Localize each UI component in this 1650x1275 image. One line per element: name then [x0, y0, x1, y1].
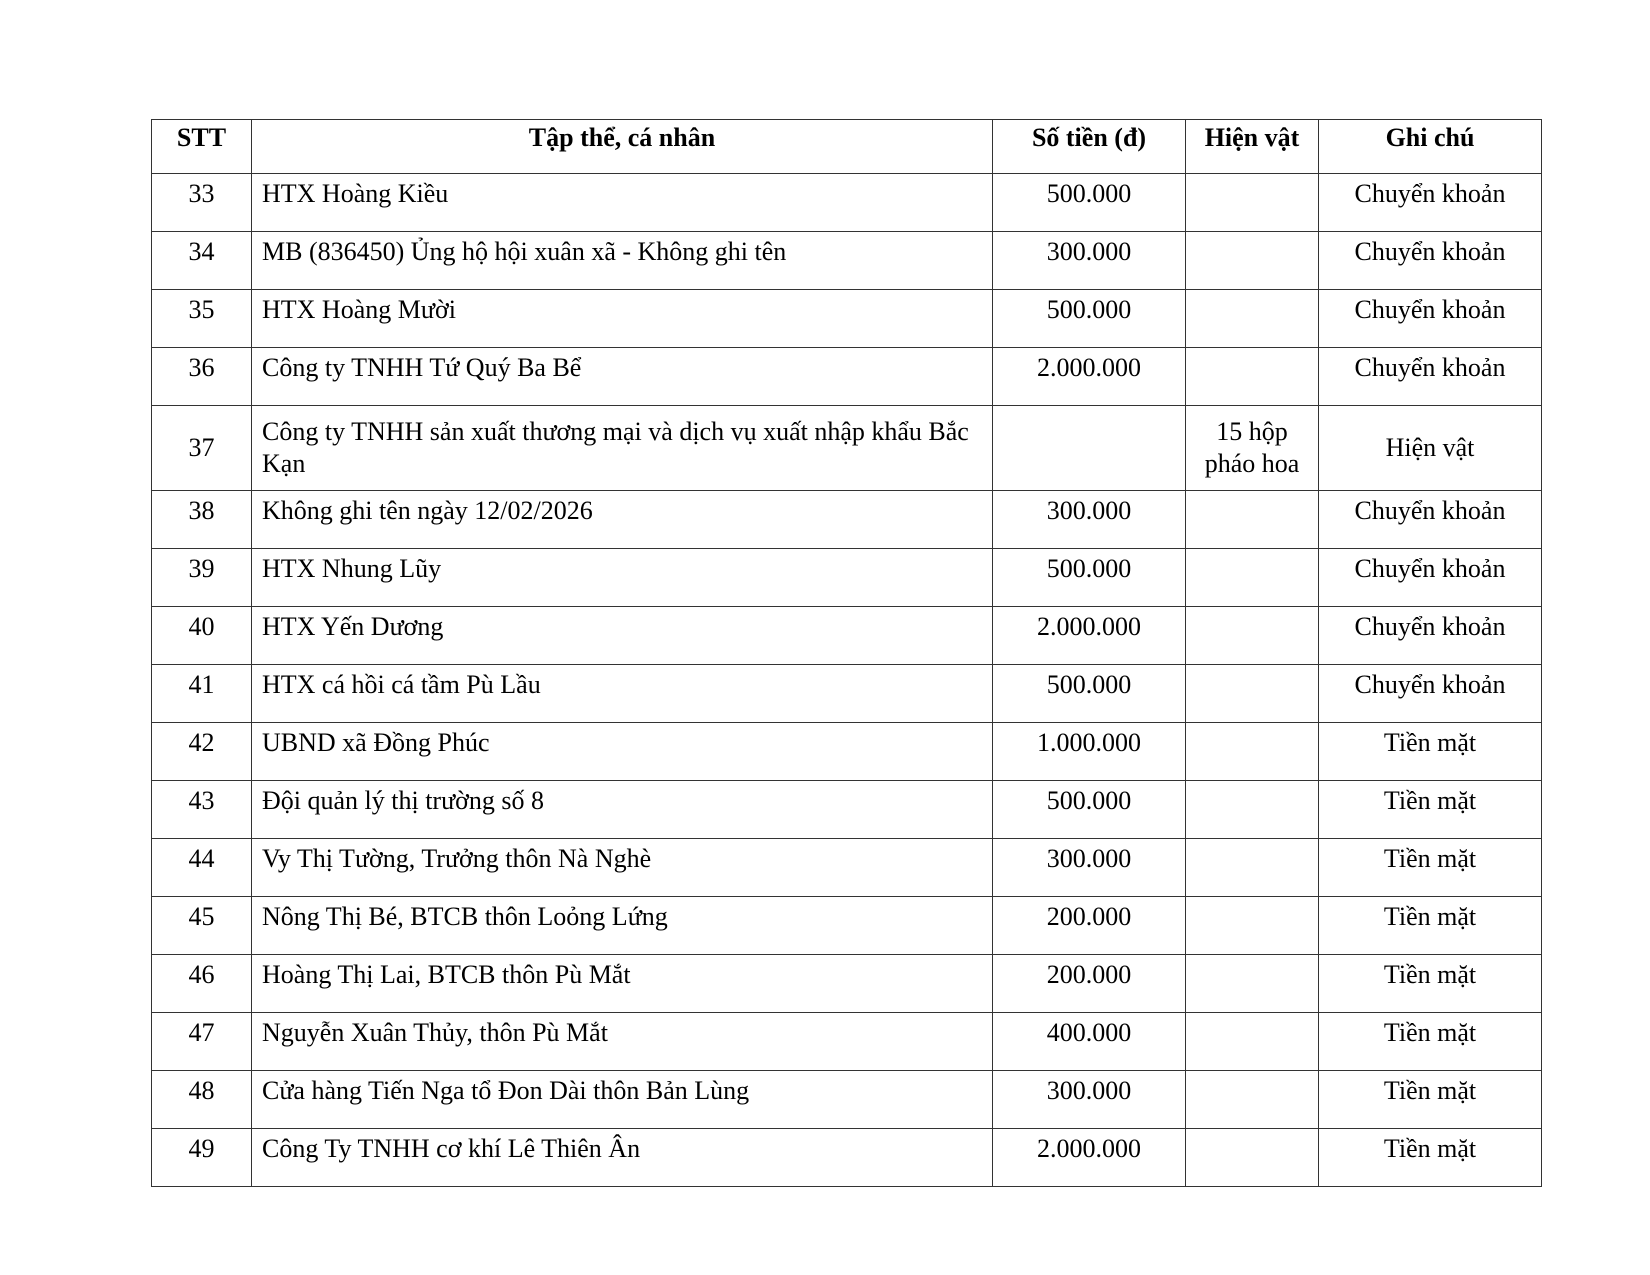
- cell-stt: 44: [152, 839, 252, 897]
- cell-name: HTX Hoàng Mười: [252, 290, 993, 348]
- cell-name: HTX Yến Dương: [252, 607, 993, 665]
- cell-item: [1186, 839, 1319, 897]
- cell-stt: 41: [152, 665, 252, 723]
- cell-note: Tiền mặt: [1319, 955, 1542, 1013]
- cell-note: Tiền mặt: [1319, 897, 1542, 955]
- cell-amount: 2.000.000: [993, 607, 1186, 665]
- table-header: [152, 120, 1542, 174]
- cell-note: Chuyển khoản: [1319, 232, 1542, 290]
- cell-item: 15 hộp pháo hoa: [1186, 406, 1319, 491]
- cell-note: Chuyển khoản: [1319, 607, 1542, 665]
- header-row: [152, 120, 1542, 174]
- table-row: [152, 607, 1542, 665]
- table-body: [152, 174, 1542, 1187]
- cell-name: Cửa hàng Tiến Nga tổ Đon Dài thôn Bản Lùng: [252, 1071, 993, 1129]
- table-row: [152, 348, 1542, 406]
- cell-item: [1186, 549, 1319, 607]
- cell-note: Tiền mặt: [1319, 1129, 1542, 1187]
- table-row: [152, 1071, 1542, 1129]
- cell-amount: 500.000: [993, 174, 1186, 232]
- cell-stt: 33: [152, 174, 252, 232]
- cell-name: HTX Nhung Lũy: [252, 549, 993, 607]
- cell-stt: 42: [152, 723, 252, 781]
- header-name: Tập thể, cá nhân: [252, 120, 993, 174]
- table-row: [152, 781, 1542, 839]
- cell-note: Chuyển khoản: [1319, 549, 1542, 607]
- table-row: [152, 1013, 1542, 1071]
- cell-item: [1186, 232, 1319, 290]
- cell-name: MB (836450) Ủng hộ hội xuân xã - Không ghi tên: [252, 232, 993, 290]
- cell-item: [1186, 290, 1319, 348]
- table-row: [152, 839, 1542, 897]
- cell-amount: [993, 406, 1186, 491]
- cell-name: HTX Hoàng Kiều: [252, 174, 993, 232]
- cell-stt: 49: [152, 1129, 252, 1187]
- cell-name: UBND xã Đồng Phúc: [252, 723, 993, 781]
- cell-note: Chuyển khoản: [1319, 290, 1542, 348]
- cell-name: Nông Thị Bé, BTCB thôn Loỏng Lứng: [252, 897, 993, 955]
- table-row: [152, 723, 1542, 781]
- cell-stt: 46: [152, 955, 252, 1013]
- cell-amount: 500.000: [993, 549, 1186, 607]
- cell-stt: 43: [152, 781, 252, 839]
- cell-note: Hiện vật: [1319, 406, 1542, 491]
- cell-name: Công ty TNHH Tứ Quý Ba Bể: [252, 348, 993, 406]
- cell-item: [1186, 781, 1319, 839]
- cell-name: Không ghi tên ngày 12/02/2026: [252, 491, 993, 549]
- cell-amount: 300.000: [993, 839, 1186, 897]
- cell-amount: 300.000: [993, 1071, 1186, 1129]
- donations-table: [151, 119, 1542, 1187]
- cell-item: [1186, 491, 1319, 549]
- cell-note: Tiền mặt: [1319, 1071, 1542, 1129]
- cell-name: Đội quản lý thị trường số 8: [252, 781, 993, 839]
- cell-amount: 400.000: [993, 1013, 1186, 1071]
- cell-note: Chuyển khoản: [1319, 665, 1542, 723]
- cell-name: Vy Thị Tường, Trưởng thôn Nà Nghè: [252, 839, 993, 897]
- cell-item: [1186, 955, 1319, 1013]
- cell-item: [1186, 348, 1319, 406]
- cell-item: [1186, 723, 1319, 781]
- cell-name: Hoàng Thị Lai, BTCB thôn Pù Mắt: [252, 955, 993, 1013]
- cell-amount: 200.000: [993, 897, 1186, 955]
- cell-note: Tiền mặt: [1319, 723, 1542, 781]
- cell-note: Chuyển khoản: [1319, 491, 1542, 549]
- cell-stt: 37: [152, 406, 252, 491]
- cell-stt: 36: [152, 348, 252, 406]
- header-amount: Số tiền (đ): [993, 120, 1186, 174]
- cell-stt: 48: [152, 1071, 252, 1129]
- cell-stt: 35: [152, 290, 252, 348]
- table-row: [152, 491, 1542, 549]
- cell-item: [1186, 1071, 1319, 1129]
- header-note: Ghi chú: [1319, 120, 1542, 174]
- cell-item: [1186, 665, 1319, 723]
- cell-note: Tiền mặt: [1319, 1013, 1542, 1071]
- cell-name: Nguyễn Xuân Thủy, thôn Pù Mắt: [252, 1013, 993, 1071]
- cell-note: Tiền mặt: [1319, 839, 1542, 897]
- cell-amount: 500.000: [993, 781, 1186, 839]
- cell-stt: 40: [152, 607, 252, 665]
- table-row: [152, 232, 1542, 290]
- header-item: Hiện vật: [1186, 120, 1319, 174]
- cell-item: [1186, 897, 1319, 955]
- cell-stt: 47: [152, 1013, 252, 1071]
- header-stt: STT: [152, 120, 252, 174]
- table-row: [152, 897, 1542, 955]
- table-row: [152, 290, 1542, 348]
- cell-item: [1186, 607, 1319, 665]
- table-row: [152, 174, 1542, 232]
- cell-name: Công Ty TNHH cơ khí Lê Thiên Ân: [252, 1129, 993, 1187]
- cell-stt: 34: [152, 232, 252, 290]
- cell-amount: 2.000.000: [993, 1129, 1186, 1187]
- cell-item: [1186, 174, 1319, 232]
- cell-amount: 300.000: [993, 491, 1186, 549]
- table-row: [152, 955, 1542, 1013]
- cell-stt: 39: [152, 549, 252, 607]
- cell-stt: 38: [152, 491, 252, 549]
- cell-amount: 1.000.000: [993, 723, 1186, 781]
- cell-item: [1186, 1013, 1319, 1071]
- cell-item: [1186, 1129, 1319, 1187]
- cell-amount: 500.000: [993, 665, 1186, 723]
- table-row: [152, 406, 1542, 491]
- cell-note: Chuyển khoản: [1319, 348, 1542, 406]
- cell-name: HTX cá hồi cá tầm Pù Lầu: [252, 665, 993, 723]
- table-row: [152, 549, 1542, 607]
- cell-amount: 2.000.000: [993, 348, 1186, 406]
- cell-note: Tiền mặt: [1319, 781, 1542, 839]
- cell-name: Công ty TNHH sản xuất thương mại và dịch vụ xuất nhập khẩu Bắc Kạn: [252, 406, 993, 491]
- cell-amount: 500.000: [993, 290, 1186, 348]
- cell-amount: 200.000: [993, 955, 1186, 1013]
- table-row: [152, 665, 1542, 723]
- cell-amount: 300.000: [993, 232, 1186, 290]
- cell-stt: 45: [152, 897, 252, 955]
- cell-note: Chuyển khoản: [1319, 174, 1542, 232]
- table-row: [152, 1129, 1542, 1187]
